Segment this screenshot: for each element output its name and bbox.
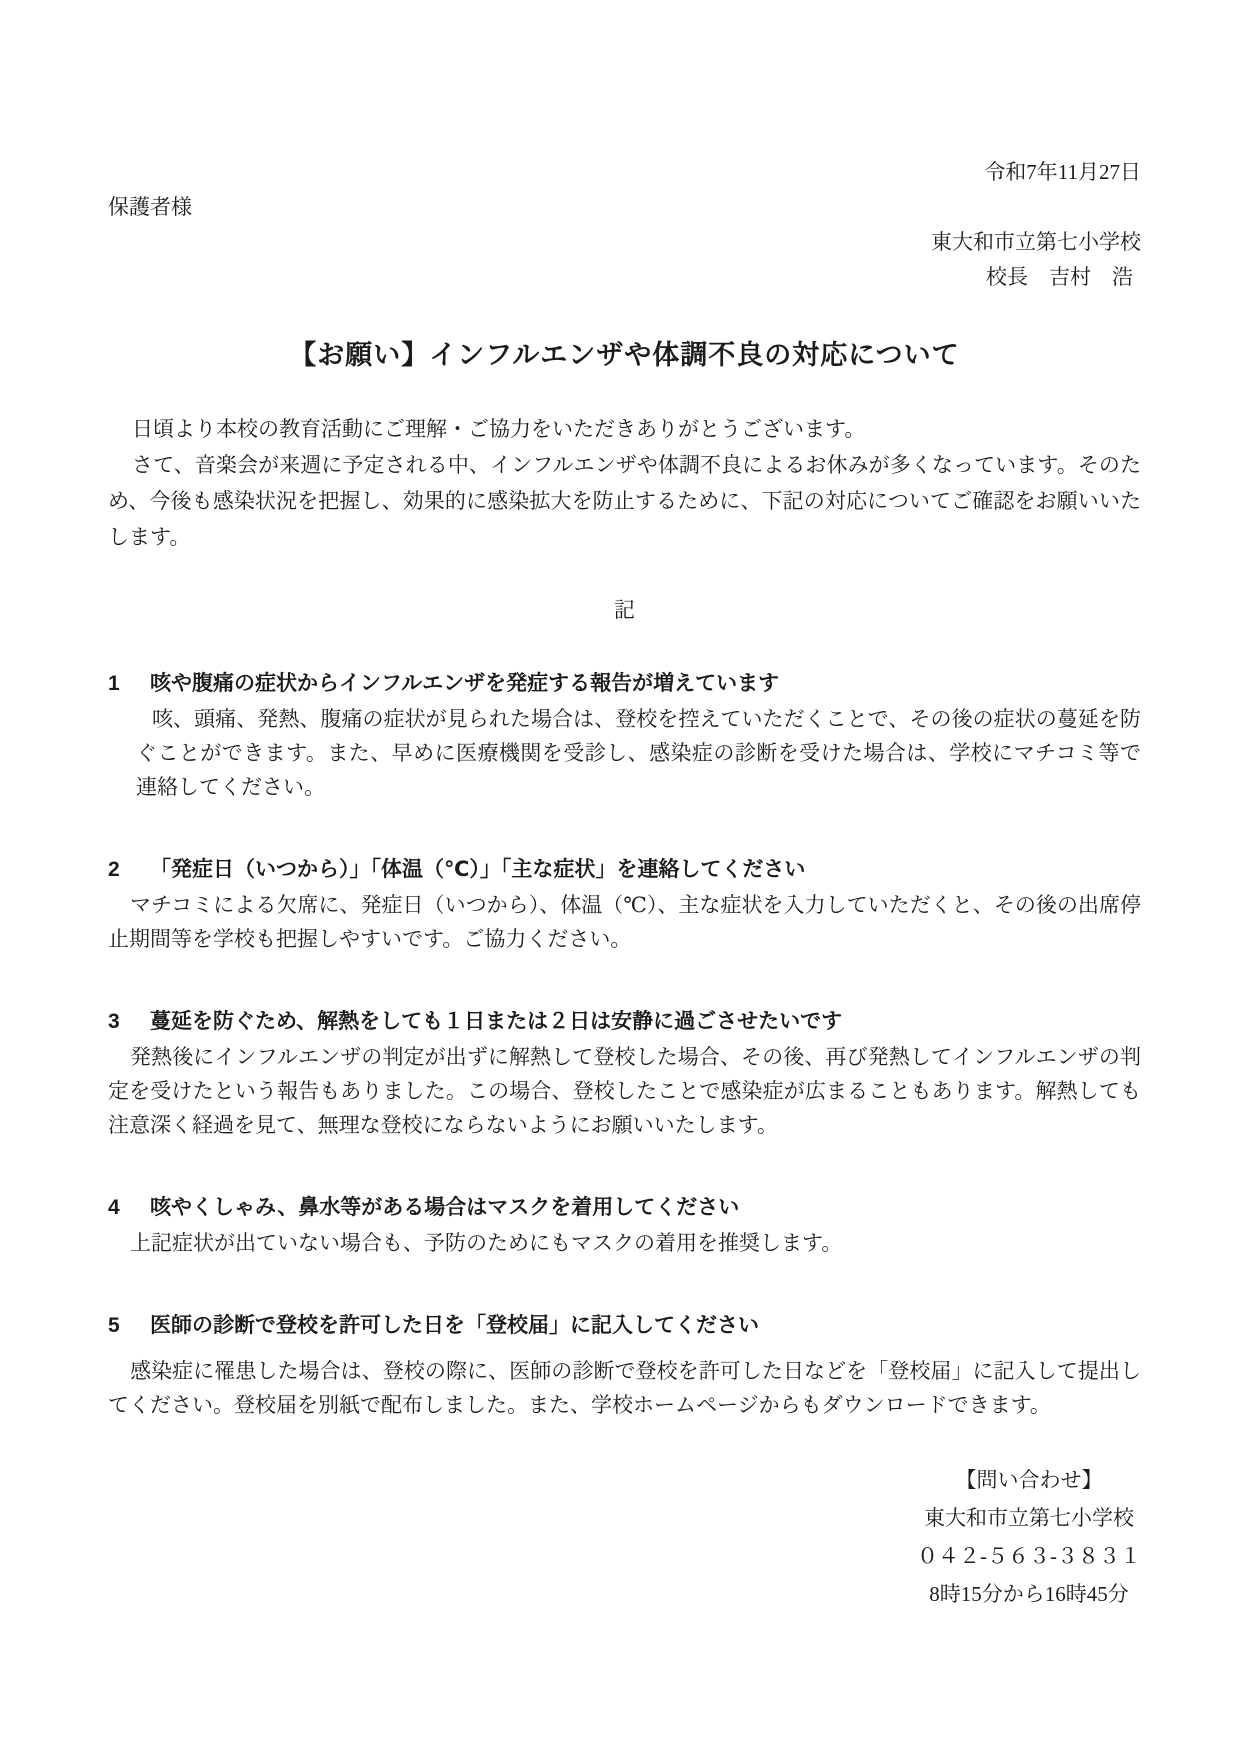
section-1-heading — [108, 666, 1141, 702]
contact-school: 東大和市立第七小学校 — [924, 1506, 1134, 1530]
section-1-body: 咳、頭痛、発熱、腹痛の症状が見られた場合は、登校を控えていただくことで、その後の症状の蔓延を防ぐことができます。また、早めに医療機関を受診し、感染症の診断を受けた場合は、学校にマチコミ等で連絡してください。 — [136, 707, 1141, 799]
section-5-heading-text: 医師の診断で登校を許可した日を「登校届」に記入してください — [150, 1314, 759, 1337]
contact-label: 【問い合わせ】 — [955, 1468, 1103, 1492]
section-4-heading-text: 咳やくしゃみ、鼻水等がある場合はマスクを着用してください — [150, 1196, 740, 1219]
section-5-heading — [108, 1308, 1141, 1344]
section-1-heading-text: 咳や腹痛の症状からインフルエンザを発症する報告が増えています — [150, 672, 780, 695]
section-4-number: 4 — [108, 1196, 120, 1219]
sender-principal: 校長 吉村 浩 — [986, 265, 1133, 289]
contact-hours: 8時15分から16時45分 — [929, 1582, 1129, 1606]
section-4-body: 上記症状が出ていない場合も、予防のためにもマスクの着用を推奨します。 — [130, 1231, 843, 1255]
intro-paragraphs — [108, 411, 1141, 555]
section-3-heading-text: 蔓延を防ぐため、解熱をしても１日または２日は安静に過ごさせたいです — [150, 1010, 843, 1033]
contact-phone: ０４２-５６３-３８３１ — [917, 1544, 1141, 1568]
section-3-body: 発熱後にインフルエンザの判定が出ずに解熱して登校した場合、その後、再び発熱してインフルエンザの判定を受けたという報告もありました。この場合、登校したことで感染症が広まることもあります。解熱しても注意深く経過を見て、無理な登校にならないようにお願いいたします。 — [108, 1045, 1141, 1137]
sender-school: 東大和市立第七小学校 — [931, 230, 1141, 254]
contact-section — [108, 1461, 1141, 1613]
document-date: 令和7年11月27日 — [984, 160, 1141, 184]
ki-marker: 記 — [614, 598, 635, 622]
section-2-heading-text: 「発症日（いつから）」「体温（℃）」「主な症状」を連絡してください — [150, 858, 806, 881]
recipient: 保護者様 — [108, 195, 192, 219]
contact-block — [917, 1461, 1141, 1613]
section-5-body: 感染症に罹患した場合は、登校の際に、医師の診断で登校を許可した日などを「登校届」に記入して提出してください。登校届を別紙で配布しました。また、学校ホームページからもダウンロードできます。 — [108, 1359, 1141, 1417]
intro-paragraph-2: さて、音楽会が来週に予定される中、インフルエンザや体調不良によるお休みが多くなっています。そのため、今後も感染状況を把握し、効果的に感染拡大を防止するために、下記の対応についてご確認をお願いいたします。 — [108, 453, 1141, 549]
section-1-number: 1 — [108, 672, 120, 695]
section-3-heading — [108, 1004, 1141, 1040]
section-5-number: 5 — [108, 1314, 120, 1337]
section-2-body: マチコミによる欠席に、発症日（いつから）、体温（℃）、主な症状を入力していただくと、その後の出席停止期間等を学校も把握しやすいです。ご協力ください。 — [108, 893, 1141, 951]
section-4-heading — [108, 1190, 1141, 1226]
page-title: 【お願い】インフルエンザや体調不良の対応について — [289, 340, 960, 370]
section-2-heading — [108, 852, 1141, 888]
intro-paragraph-1: 日頃より本校の教育活動にご理解・ご協力をいただきありがとうございます。 — [132, 417, 866, 441]
section-3-number: 3 — [108, 1010, 120, 1033]
section-2-number: 2 — [108, 858, 120, 881]
